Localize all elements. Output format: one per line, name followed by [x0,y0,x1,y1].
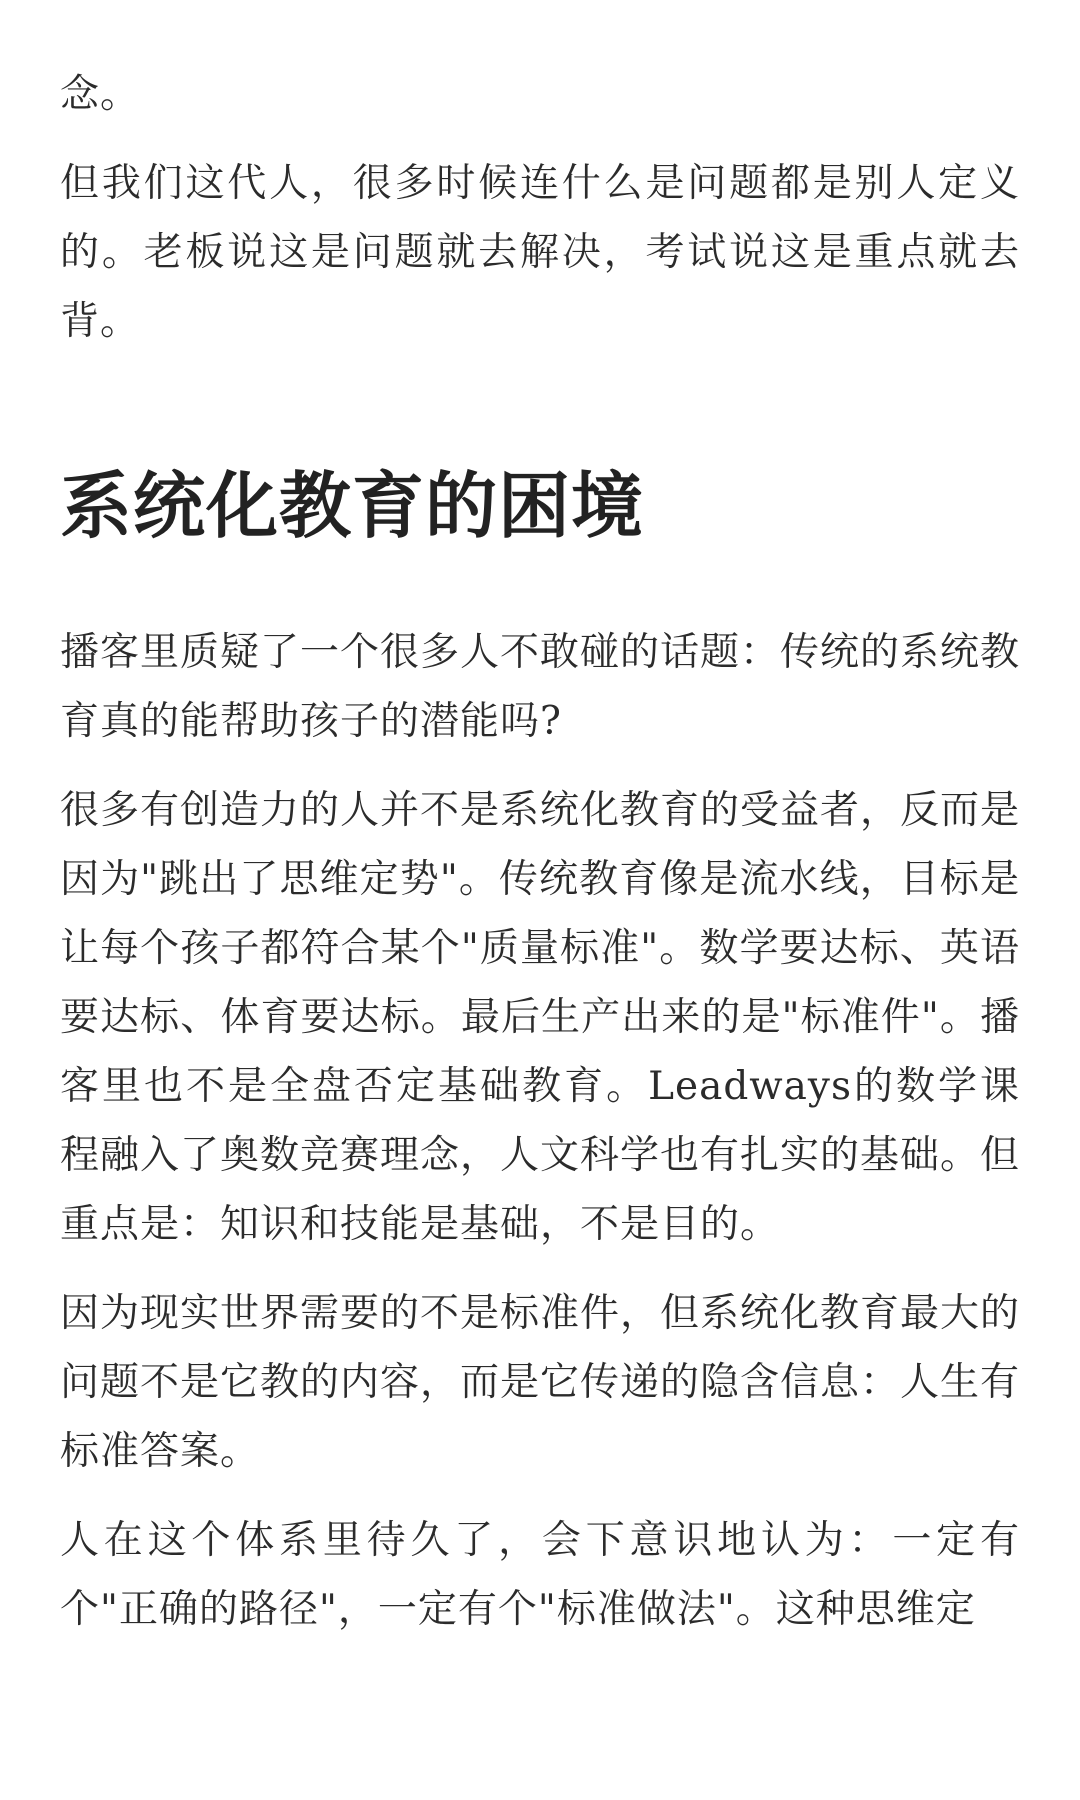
paragraph: 很多有创造力的人并不是系统化教育的受益者，反而是因为"跳出了思维定势"。传统教育像是流水线，目标是让每个孩子都符合某个"质量标准"。数学要达标、英语要达标、体育要达标。最后生产出来的是"标准件"。播客里也不是全盘否定基础教育。Leadways的数学课程融入了奥数竞赛理念，人文科学也有扎实的基础。但重点是：知识和技能是基础，不是目的。 [60,788,1021,1247]
paragraph: 人在这个体系里待久了，会下意识地认为：一定有个"正确的路径"，一定有个"标准做法"。这种思维定 [60,1518,1020,1632]
paragraph: 但我们这代人，很多时候连什么是问题都是别人定义的。老板说这是问题就去解决，考试说这是重点就去背。 [60,161,1020,344]
section-heading: 系统化教育的困境 [60,463,645,548]
paragraph: 因为现实世界需要的不是标准件，但系统化教育最大的问题不是它教的内容，而是它传递的隐含信息：人生有标准答案。 [60,1291,1021,1474]
paragraph: 播客里质疑了一个很多人不敢碰的话题：传统的系统教育真的能帮助孩子的潜能吗? [60,630,1021,744]
paragraph: 念。 [60,72,141,117]
